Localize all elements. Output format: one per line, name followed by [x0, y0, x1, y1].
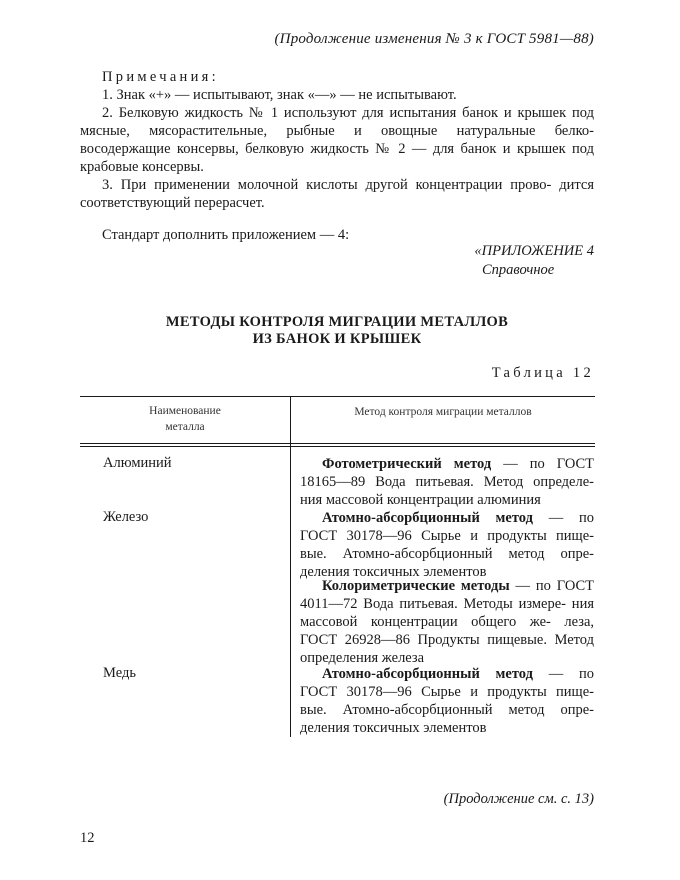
table-label: Таблица 12: [491, 365, 594, 381]
title-line-2: ИЗ БАНОК И КРЫШЕК: [252, 331, 422, 347]
header-note: (Продолжение изменения № 3 к ГОСТ 5981—88): [274, 31, 594, 47]
page-number: 12: [80, 830, 95, 846]
note-item-2: 2. Белковую жидкость № 1 используют для испытания банок и крышек под мясные, мясорастительные, рыбные и овощные натуральные белко- восодержащие консервы, белковую жидкость № 2 — для банок и крышек под крабовые консервы.: [80, 105, 594, 175]
continuation-note: (Продолжение см. с. 13): [443, 791, 594, 807]
table-top-rule: [80, 396, 595, 397]
column-header-metal-line-1: Наименование: [149, 405, 221, 417]
appendix-type: Справочное: [482, 262, 555, 278]
method-description: — по ГОСТ 30178—96 Сырье и продукты пище- вые. Атомно-абсорбционный метод опре- деления токсичных элементов: [300, 666, 594, 736]
table-row-method: [300, 509, 594, 581]
method-description: — по ГОСТ 4011—72 Вода питьевая. Методы измере- ния массовой концентрации общего же- леза, ГОСТ 26928—86 Продукты пищевые. Метод определения железа: [300, 578, 594, 666]
note-item-1: 1. Знак «+» — испытывают, знак «—» — не испытывают.: [102, 87, 457, 103]
title-line-1: МЕТОДЫ КОНТРОЛЯ МИГРАЦИИ МЕТАЛЛОВ: [165, 314, 509, 330]
method-description: — по ГОСТ 30178—96 Сырье и продукты пище- вые. Атомно-абсорбционный метод опре- деления токсичных элементов: [300, 510, 594, 580]
method-description: — по ГОСТ 18165—89 Вода питьевая. Метод определе- ния массовой концентрации алюминия: [300, 456, 594, 508]
method-name: Колориметрические методы: [322, 578, 510, 594]
method-name: Атомно-абсорбционный метод: [322, 510, 533, 526]
standard-addition-text: Стандарт дополнить приложением — 4:: [102, 227, 350, 243]
column-header-metal: [80, 403, 290, 435]
table-row-method: [300, 577, 594, 667]
table-row-metal: Железо: [103, 509, 149, 525]
table-header-rule-1: [80, 443, 595, 444]
notes-heading: Примечания:: [102, 69, 219, 85]
table-row-metal: Медь: [103, 665, 136, 681]
note-item-3: 3. При применении молочной кислоты другой концентрации прово- дится соответствующий перерасчет.: [80, 177, 594, 211]
method-name: Атомно-абсорбционный метод: [322, 666, 533, 682]
table-row-method: [300, 665, 594, 737]
method-name: Фотометрический метод: [322, 456, 492, 472]
appendix-label: «ПРИЛОЖЕНИЕ 4: [474, 243, 594, 259]
table-row-metal: Алюминий: [103, 455, 172, 471]
table-row-method: [300, 455, 594, 509]
column-header-method: Метод контроля миграции металлов: [354, 406, 532, 418]
column-header-metal-line-2: металла: [165, 421, 205, 433]
table-body-divider: [290, 447, 291, 737]
table-header-rule-2: [80, 446, 595, 447]
